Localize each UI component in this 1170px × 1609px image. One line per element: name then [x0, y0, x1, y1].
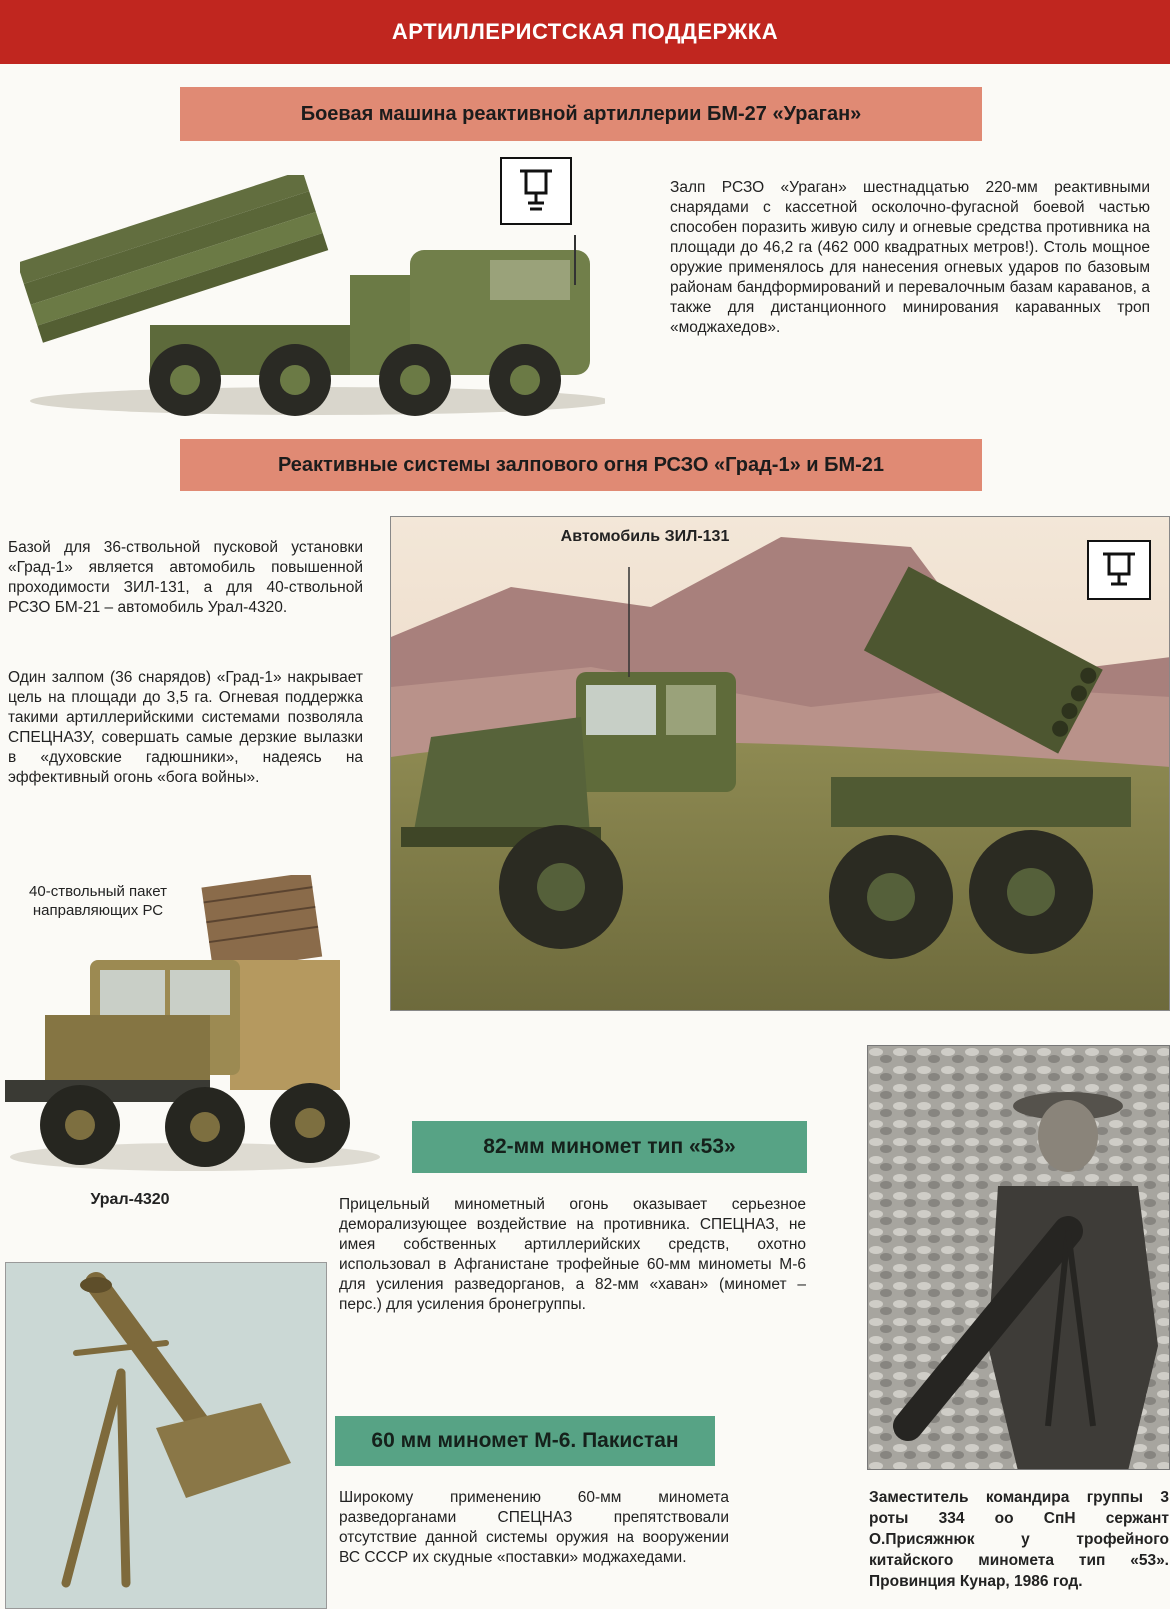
ural4320-label: Урал-4320: [90, 1191, 170, 1208]
zil131-label: Автомобиль ЗИЛ-131: [560, 528, 730, 545]
m6-description: Широкому применению 60-мм миномета разведорганами СПЕЦНАЗ препятствовали отсутствие данной системы оружия на вооружении ВС СССР их скудные «поставки» моджахедами.: [339, 1489, 729, 1566]
sergeant-photo-caption: Заместитель командира группы 3 роты 334 оо СпН сержант О.Присяжнюк у трофейного китайского миномета тип «53». Провинция Кунар, 1986 год.: [869, 1489, 1169, 1590]
mortar53-description: Прицельный минометный огонь оказывает серьезное деморализующее воздействие на противника. СПЕЦНАЗ, не имея собственных артиллерийских средств, охотно использовал в Афганистане трофейные 60-мм минометы М-6 для усиления разведорганов, а 82-мм «хаван» (миномет – перс.) для усиления бронегруппы.: [339, 1196, 806, 1313]
sergeant-with-mortar-photo: [867, 1045, 1170, 1470]
ural4320-bm21-illustration: [5, 875, 385, 1180]
page-header: [0, 0, 1170, 64]
uragan-section-title-band: [180, 87, 982, 141]
rocket-artillery-symbol-icon: [1087, 540, 1151, 600]
uragan-description: Залп РСЗО «Ураган» шестнадцатью 220-мм реактивными снарядами с кассетной осколочно-фугасной боевой частью способен поразить живую силу и огневые средства противника на площади до 46,2 га (462 000 квадратных метров!). Столь мощное оружие применялось для нанесения огневых ударов по базовым районам бандформирований и перевалочным базам караванов, а также для дистанционного минирования караванных троп «моджахедов».: [670, 179, 1150, 336]
mortar53-title-band: [412, 1121, 807, 1173]
grad-description-paragraph-1: Базой для 36-ствольной пусковой установки «Град-1» является автомобиль повышенной проходимости ЗИЛ-131, а для 40-ствольной РСЗО БМ-21 – автомобиль Урал-4320.: [8, 539, 363, 616]
grad-description-paragraph-2: Один залпом (36 снарядов) «Град-1» накрывает цель на площади до 3,5 га. Огневая поддержка такими артиллерийскими системами позволяла СПЕЦНАЗУ, совершать самые дерзкие вылазки в «духовские гадюшники», надеясь на эффективный огонь «бога войны».: [8, 669, 363, 786]
launcher-pack-label: 40-ствольный пакет направляющих РС: [29, 883, 167, 919]
zil131-grad1-photo: [390, 516, 1170, 1011]
grad-section-title-band: [180, 439, 982, 491]
grad-section-title: Реактивные системы залпового огня РСЗО «Град-1» и БМ-21: [277, 453, 885, 476]
m6-title: 60 мм миномет М-6. Пакистан: [371, 1429, 679, 1452]
m6-mortar-photo: [5, 1262, 327, 1609]
bm27-uragan-illustration: [20, 175, 605, 420]
uragan-section-title: Боевая машина реактивной артиллерии БМ-27 «Ураган»: [300, 102, 862, 125]
page-title: АРТИЛЛЕРИСТСКАЯ ПОДДЕРЖКА: [391, 19, 779, 44]
mortar53-title: 82-мм миномет тип «53»: [483, 1135, 736, 1158]
m6-title-band: [335, 1416, 715, 1466]
